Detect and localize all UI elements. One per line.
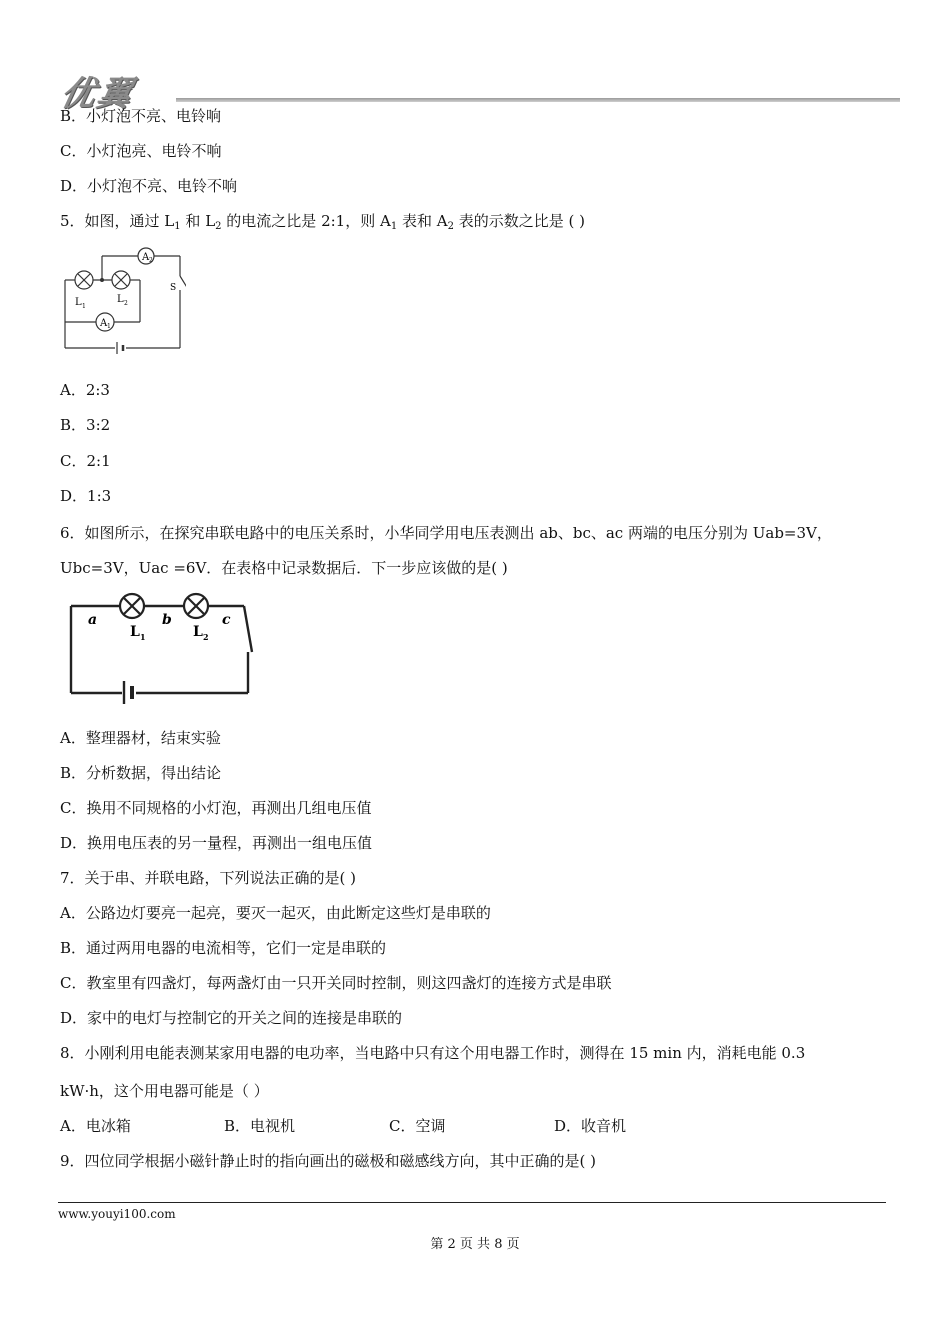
svg-text:L: L xyxy=(130,624,140,640)
q8-option-c: C．空调 xyxy=(389,1117,446,1135)
svg-text:L: L xyxy=(117,294,124,305)
svg-text:b: b xyxy=(162,612,172,628)
q5-option-c: C．2:1 xyxy=(60,452,111,470)
battery xyxy=(117,342,123,354)
q7-option-b: B．通过两用电器的电流相等，它们一定是串联的 xyxy=(60,939,387,957)
lamp-l1 xyxy=(75,271,93,289)
q7-option-c: C．教室里有四盏灯，每两盏灯由一只开关同时控制，则这四盏灯的连接方式是串联 xyxy=(60,974,612,992)
q8-stem-line1: 8．小刚利用电能表测某家用电器的电功率，当电路中只有这个用电器工作时，测得在 15 min 内，消耗电能 0.3 xyxy=(60,1044,806,1062)
junction-dot xyxy=(100,278,104,282)
lamp-l1 xyxy=(120,594,144,618)
q8-option-a: A．电冰箱 xyxy=(60,1117,131,1135)
q5-stem: 5．如图，通过 $L_1$ 和 $L_2$ 的电流之比是 2:1，则 $A_1$ 表和 $A_2$ 表的示数之比是 ( ) xyxy=(60,212,585,232)
q6-option-a: A．整理器材，结束实验 xyxy=(60,729,221,747)
q7-stem: 7．关于串、并联电路，下列说法正确的是( ) xyxy=(60,869,357,887)
q6-stem-line1: 6．如图所示，在探究串联电路中的电压关系时，小华同学用电压表测出 ab、bc、ac 两端的电压分别为 Uab=3V， xyxy=(60,524,832,542)
q6-option-c: C．换用不同规格的小灯泡，再测出几组电压值 xyxy=(60,799,372,817)
svg-text:A: A xyxy=(100,318,108,329)
svg-text:1: 1 xyxy=(140,632,146,642)
svg-text:A: A xyxy=(142,252,150,263)
q6-option-b: B．分析数据，得出结论 xyxy=(60,764,222,782)
page-number: 第 2 页 共 8 页 xyxy=(430,1237,520,1252)
footer-rule xyxy=(58,1202,886,1203)
q5-option-a: A．2:3 xyxy=(60,381,110,399)
svg-text:L: L xyxy=(75,297,82,308)
header-rule xyxy=(176,98,900,102)
logo-text: 优翼 xyxy=(57,74,138,114)
svg-text:c: c xyxy=(222,612,231,628)
header-logo xyxy=(57,66,903,114)
svg-text:1: 1 xyxy=(107,323,111,330)
svg-text:2: 2 xyxy=(124,300,128,307)
q4-option-d: D．小灯泡不亮、电铃不响 xyxy=(60,177,238,195)
svg-text:a: a xyxy=(88,612,98,628)
lamp-l2 xyxy=(184,594,208,618)
svg-text:S: S xyxy=(170,283,177,293)
q7-option-d: D．家中的电灯与控制它的开关之间的连接是串联的 xyxy=(60,1009,403,1027)
q9-stem: 9．四位同学根据小磁针静止时的指向画出的磁极和磁感线方向，其中正确的是( ) xyxy=(60,1152,597,1170)
q5-option-d: D．1:3 xyxy=(60,487,112,505)
q8-stem-line2: kW·h，这个用电器可能是（ ） xyxy=(60,1082,269,1100)
q5-option-b: B．3:2 xyxy=(60,416,111,434)
svg-text:1: 1 xyxy=(82,303,86,310)
footer-site: www.youyi100.com xyxy=(58,1207,176,1221)
q5-circuit-diagram xyxy=(60,242,186,354)
q8-option-b: B．电视机 xyxy=(224,1117,296,1135)
battery xyxy=(124,681,132,704)
q6-option-d: D．换用电压表的另一量程，再测出一组电压值 xyxy=(60,834,373,852)
q4-option-b: B．小灯泡不亮、电铃响 xyxy=(60,107,222,125)
lamp-l2 xyxy=(112,271,130,289)
svg-text:L: L xyxy=(193,624,203,640)
q6-stem-line2: Ubc=3V，Uac =6V．在表格中记录数据后．下一步应该做的是( ) xyxy=(60,559,508,577)
q4-option-c: C．小灯泡亮、电铃不响 xyxy=(60,142,222,160)
svg-text:2: 2 xyxy=(203,632,209,642)
q8-option-d: D．收音机 xyxy=(554,1117,627,1135)
q7-option-a: A．公路边灯要亮一起亮，要灭一起灭，由此断定这些灯是串联的 xyxy=(60,904,491,922)
svg-text:2: 2 xyxy=(149,257,153,264)
q6-circuit-diagram xyxy=(62,592,260,704)
